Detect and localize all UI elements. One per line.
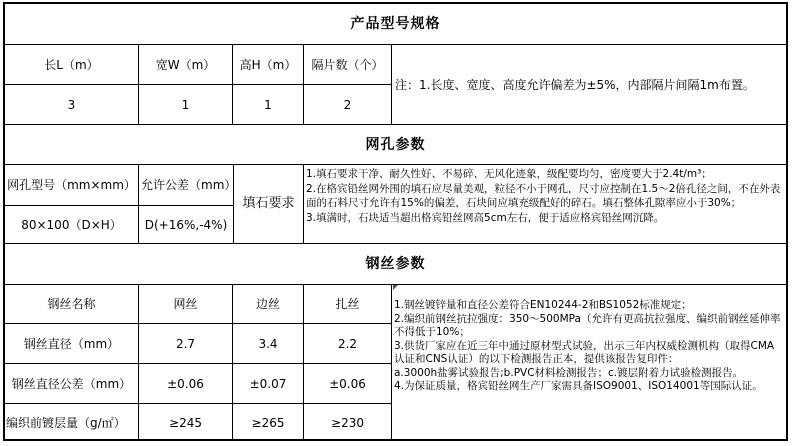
tolerance-tie[interactable]: ±0.06 — [304, 364, 392, 404]
wire-note-4: a.3000h盐雾试验报告;b.PVC材料检测报告；c.镀层附着力试验检测报告。 — [394, 366, 744, 379]
value-width[interactable]: 1 — [139, 85, 233, 125]
tolerance-mesh[interactable]: ±0.06 — [139, 364, 233, 404]
fill-text-1: 1.填石要求干净、耐久性好、不易碎、无风化迹象，级配要均匀，密度要大于2.4t/m³； — [306, 168, 712, 180]
wire-notes[interactable] — [392, 285, 786, 441]
header-partitions[interactable]: 隔片数（个） — [304, 45, 392, 85]
value-tolerance[interactable]: D(+16%,-4%) — [139, 206, 234, 244]
coating-tie[interactable]: ≥230 — [304, 404, 392, 441]
wire-note-5: 4.为保证质量，格宾铅丝网生产厂家需具备ISO9001、ISO14001等国际认证。 — [394, 380, 763, 392]
tolerance-edge[interactable]: ±0.07 — [233, 364, 304, 404]
section-title-mesh: 网孔参数 — [5, 125, 786, 165]
row-label-coating[interactable]: 编织前镀层量（g/㎡） — [5, 404, 139, 441]
section-title-product-spec: 产品型号规格 — [5, 4, 786, 45]
header-width[interactable]: 宽W（m） — [139, 45, 233, 85]
diameter-tie[interactable]: 2.2 — [304, 324, 392, 364]
wire-note-1: 1.钢丝镀锌量和直径公差符合EN10244-2和BS1052标准规定； — [394, 299, 692, 311]
coating-edge[interactable]: ≥265 — [233, 404, 304, 441]
coating-mesh[interactable]: ≥245 — [139, 404, 233, 441]
fill-text-2: 2.在格宾铅丝网外围的填石应尽量美观，粒径不小于网孔，尺寸应控制在1.5～2倍孔径之间，不在外表面的石料尺寸允许有15%的偏差，石块间应填充级配好的碎石。填石整体孔隙率应小于30%； — [306, 182, 781, 209]
comment-marker-icon — [393, 285, 398, 290]
diameter-edge[interactable]: 3.4 — [233, 324, 304, 364]
spec-sheet — [3, 2, 788, 441]
fill-text-3: 3.填满时，石块适当超出格宾铅丝网高5cm左右，便于适应格宾铅丝网沉降。 — [306, 211, 665, 224]
section-title-steel-wire: 钢丝参数 — [5, 244, 786, 285]
wire-note-2: 2.编织前钢丝抗拉强度：350～500MPa（允许有更高抗拉强度、编织前钢丝延伸率不得低于10%； — [394, 312, 781, 338]
header-mesh-wire[interactable]: 网丝 — [139, 285, 233, 324]
header-wire-name[interactable]: 钢丝名称 — [5, 285, 139, 324]
value-partitions[interactable]: 2 — [304, 85, 392, 125]
value-height[interactable]: 1 — [233, 85, 304, 125]
wire-note-3: 3.供货厂家应在近三年中通过原材型式试验，出示三年内权威检测机构（取得CMA认证和CNS认证）的以下检测报告正本，提供该报告复印件： — [394, 339, 775, 365]
header-mesh-type[interactable]: 网孔型号（mm×mm） — [5, 165, 139, 206]
header-tolerance[interactable]: 允许公差（mm） — [139, 165, 234, 206]
header-height[interactable]: 高H（m） — [233, 45, 304, 85]
header-tie-wire[interactable]: 扎丝 — [304, 285, 392, 324]
row-label-diameter-tolerance[interactable]: 钢丝直径公差（mm） — [5, 364, 139, 404]
row-label-diameter[interactable]: 钢丝直径（mm） — [5, 324, 139, 364]
fill-requirement-label[interactable]: 填石要求 — [234, 165, 304, 244]
section1-note[interactable]: 注：1.长度、宽度、高度允许偏差为±5%，内部隔片间隔1m布置。 — [392, 45, 786, 125]
header-length[interactable]: 长L（m） — [5, 45, 139, 85]
value-length[interactable]: 3 — [5, 85, 139, 125]
fill-requirement-text[interactable] — [304, 165, 786, 244]
header-edge-wire[interactable]: 边丝 — [233, 285, 304, 324]
diameter-mesh[interactable]: 2.7 — [139, 324, 233, 364]
value-mesh-type[interactable]: 80×100（D×H） — [5, 206, 139, 244]
